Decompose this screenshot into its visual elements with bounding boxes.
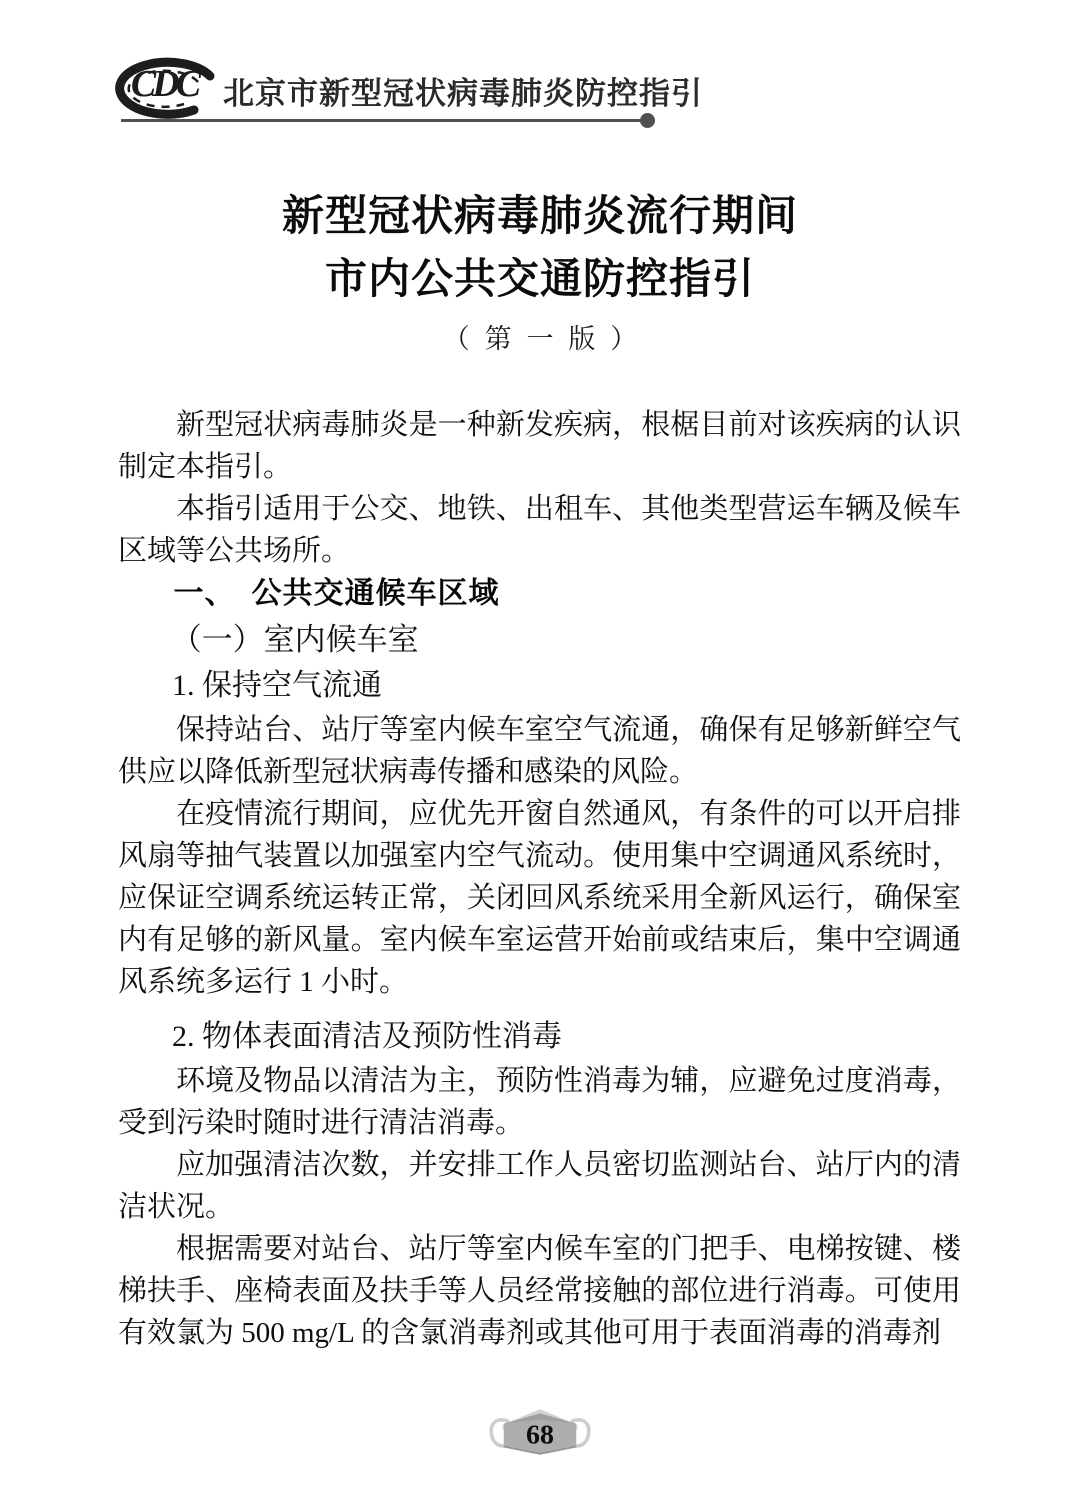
- face-mask-icon: [488, 1404, 592, 1462]
- page-footer: [0, 1404, 1080, 1467]
- paragraph-ventilation-2: 在疫情流行期间，应优先开窗自然通风，有条件的可以开启排风扇等抽气装置以加强室内空气流动。使用集中空调通风系统时，应保证空调系统运转正常，关闭回风系统采用全新风运行，确保室内有足够的新风量。室内候车室运营开始前或结束后，集中空调通风系统多运行 1 小时。: [118, 798, 961, 998]
- paragraph-cleaning-1: 环境及物品以清洁为主，预防性消毒为辅，应避免过度消毒，受到污染时随时进行清洁消毒。: [118, 1065, 961, 1139]
- header-rule: [121, 119, 642, 122]
- paragraph-intro: 新型冠状病毒肺炎是一种新发疾病，根椐目前对该疾病的认识制定本指引。: [118, 409, 961, 483]
- subsection-heading-1: （一）室内候车室: [170, 622, 419, 657]
- item-heading-1: 1. 保持空气流通: [172, 669, 382, 702]
- paragraph-cleaning-3: 根据需要对站台、站厅等室内候车室的门把手、电梯按键、楼梯扶手、座椅表面及扶手等人员经常接触的部位进行消毒。可使用有效氯为 500 mg/L 的含氯消毒剂或其他可用于表面消毒的消毒剂: [118, 1233, 961, 1349]
- logo-letters: CDC: [130, 63, 198, 105]
- cdc-logo-icon: [106, 56, 218, 122]
- page-number: 68: [526, 1419, 554, 1451]
- paragraph-ventilation-1: 保持站台、站厅等室内候车室空气流通，确保有足够新鲜空气供应以降低新型冠状病毒传播和感染的风险。: [118, 714, 961, 788]
- title-line-1: 新型冠状病毒肺炎流行期间: [281, 194, 798, 240]
- item-heading-2: 2. 物体表面清洁及预防性消毒: [172, 1020, 562, 1053]
- paragraph-scope: 本指引适用于公交、地铁、出租车、其他类型营运车辆及候车区域等公共场所。: [118, 493, 961, 567]
- document-title-block: [0, 186, 1080, 356]
- section-heading-1: 一、 公共交通候车区域: [173, 577, 500, 610]
- paragraph-cleaning-2: 应加强清洁次数，并安排工作人员密切监测站台、站厅内的清洁状况。: [118, 1149, 961, 1223]
- title-edition: （第一版）: [442, 324, 653, 354]
- header-rule-dot: [640, 113, 655, 128]
- header-title: 北京市新型冠状病毒肺炎防控指引: [223, 76, 703, 111]
- document-body: [118, 404, 961, 1354]
- title-line-2: 市内公共交通防控指引: [324, 257, 755, 303]
